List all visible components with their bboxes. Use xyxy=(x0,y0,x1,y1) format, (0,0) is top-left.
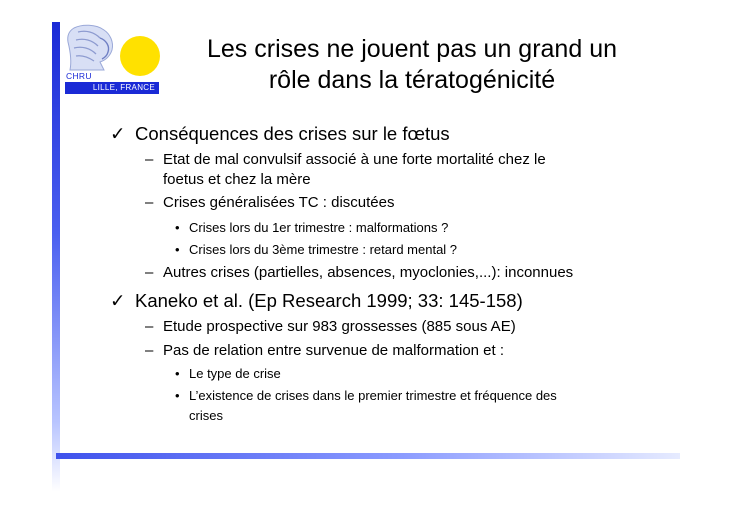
item1-sub1-line1: Etat de mal convulsif associé à une forte mortalité chez le xyxy=(163,151,546,168)
checkmark-icon: ✓ xyxy=(110,290,126,311)
bullet-marker: • xyxy=(175,220,180,235)
bottom-decorative-bar xyxy=(56,453,680,459)
slide-title-line2: rôle dans la tératogénicité xyxy=(268,66,556,94)
bullet-marker: • xyxy=(175,388,180,403)
item2-sub1-text: Etude prospective sur 983 grossesses (885 sous AE) xyxy=(163,318,516,335)
item1-text: Conséquences des crises sur le fœtus xyxy=(135,123,450,144)
item2-sub2-text: Pas de relation entre survenue de malformation et : xyxy=(163,342,505,359)
slide-title-line1: Les crises ne jouent pas un grand un xyxy=(207,35,617,63)
item1-sub1-line2: foetus et chez la mère xyxy=(163,171,311,188)
item2-sub2-bullet2-line1: L’existence de crises dans le premier trimestre et fréquence des xyxy=(189,388,557,403)
dash-marker: – xyxy=(145,264,154,281)
dash-marker: – xyxy=(145,194,154,211)
dash-marker: – xyxy=(145,318,154,335)
item1-sub2-bullet2: Crises lors du 3ème trimestre : retard mental ? xyxy=(189,242,458,257)
bullet-marker: • xyxy=(175,242,180,257)
chru-lille-logo xyxy=(60,22,164,96)
item1-sub3-text: Autres crises (partielles, absences, myoclonies,...): inconnues xyxy=(163,264,574,281)
item1-sub2-bullet1: Crises lors du 1er trimestre : malformations ? xyxy=(189,220,449,235)
dash-marker: – xyxy=(145,342,154,359)
item2-sub2-bullet1: Le type de crise xyxy=(189,366,281,381)
item1-sub2-text: Crises généralisées TC : discutées xyxy=(163,194,395,211)
item2-text: Kaneko et al. (Ep Research 1999; 33: 145-158) xyxy=(135,290,523,311)
item2-sub2-bullet2-line2: crises xyxy=(189,408,223,423)
bullet-marker: • xyxy=(175,366,180,381)
logo-top-text: CHRU xyxy=(66,71,92,81)
dash-marker: – xyxy=(145,151,154,168)
logo-bottom-text: LILLE, FRANCE xyxy=(65,82,159,94)
checkmark-icon: ✓ xyxy=(110,123,126,144)
left-decorative-bar xyxy=(52,22,60,492)
slide-title xyxy=(172,34,652,96)
